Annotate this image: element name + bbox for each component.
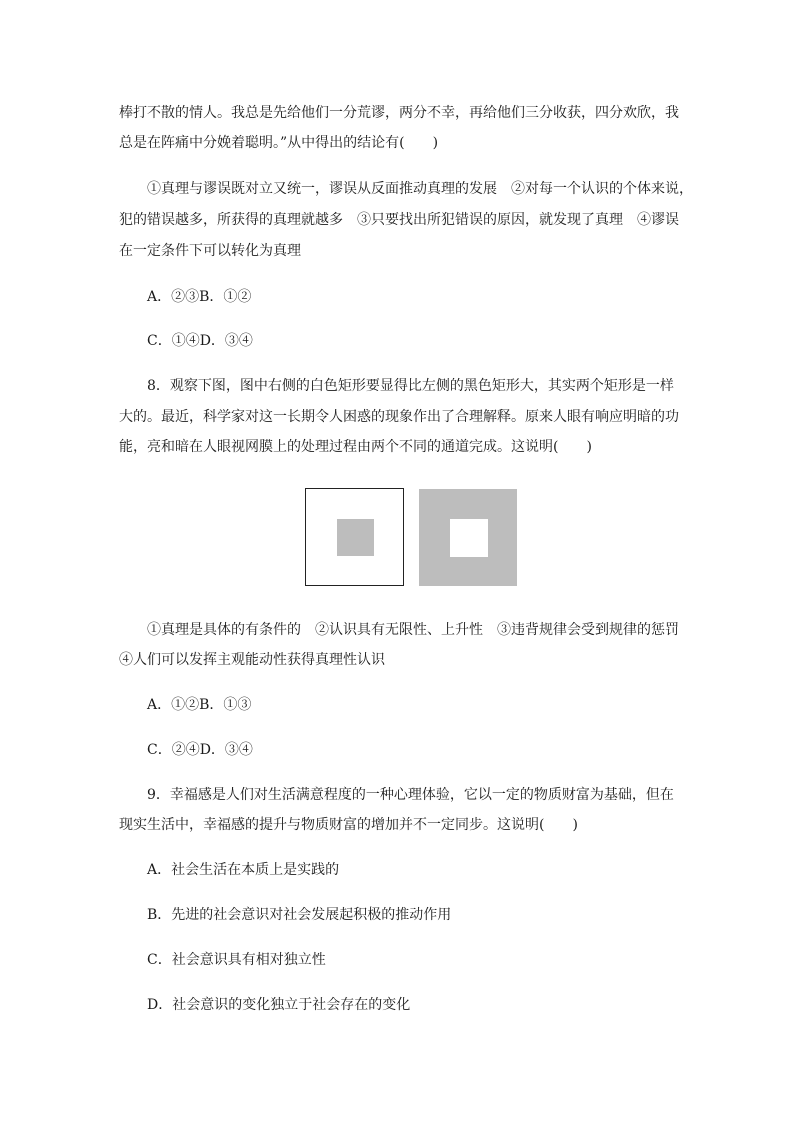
q7-stem-line-1: 棒打不散的情人。我总是先给他们一分荒谬，两分不幸，再给他们三分收获，四分欢欣，我 bbox=[119, 105, 679, 121]
q8-option-ab: A．①②B．①③ bbox=[147, 697, 252, 713]
q9-stem-line-1: 9．幸福感是人们对生活满意程度的一种心理体验，它以一定的物质财富为基础，但在 bbox=[147, 787, 674, 803]
q9-option-d: D．社会意识的变化独立于社会存在的变化 bbox=[147, 997, 411, 1013]
q9-option-c: C．社会意识具有相对独立性 bbox=[147, 952, 326, 968]
q8-stem-line-1: 8．观察下图，图中右侧的白色矩形要显得比左侧的黑色矩形大，其实两个矩形是一样 bbox=[147, 378, 674, 394]
q9-option-a: A．社会生活在本质上是实践的 bbox=[147, 862, 340, 878]
q9-stem-line-2: 现实生活中，幸福感的提升与物质财富的增加并不一定同步。这说明( ) bbox=[119, 817, 578, 833]
q7-statements-line-2: 犯的错误越多，所获得的真理就越多 ③只要找出所犯错误的原因，就发现了真理 ④谬误 bbox=[119, 212, 679, 228]
q8-option-cd: C．②④D．③④ bbox=[147, 742, 253, 758]
q8-statements-line-2: ④人们可以发挥主观能动性获得真理性认识 bbox=[119, 652, 385, 668]
q7-statements-line-3: 在一定条件下可以转化为真理 bbox=[119, 243, 301, 259]
q8-stem-line-3: 能，亮和暗在人眼视网膜上的处理过程由两个不同的通道完成。这说明( ) bbox=[119, 439, 592, 455]
left-gray-inner-square bbox=[337, 519, 374, 556]
q9-option-b: B．先进的社会意识对社会发展起积极的推动作用 bbox=[147, 907, 452, 923]
q7-statements-line-1: ①真理与谬误既对立又统一，谬误从反面推动真理的发展 ②对每一个认识的个体来说， bbox=[147, 181, 693, 197]
left-white-square bbox=[305, 488, 404, 586]
illusion-figure bbox=[305, 488, 517, 586]
q7-stem-line-2: 总是在阵痛中分娩着聪明。”从中得出的结论有( ) bbox=[119, 135, 439, 151]
q7-option-cd: C．①④D．③④ bbox=[147, 333, 253, 349]
q7-option-ab: A．②③B．①② bbox=[147, 289, 252, 305]
q8-statements-line-1: ①真理是具体的有条件的 ②认识具有无限性、上升性 ③违背规律会受到规律的惩罚 bbox=[147, 622, 679, 638]
right-white-inner-square bbox=[450, 519, 488, 557]
q8-stem-line-2: 大的。最近，科学家对这一长期令人困惑的现象作出了合理解释。原来人眼有响应明暗的功 bbox=[119, 409, 679, 425]
right-gray-square bbox=[419, 489, 517, 586]
